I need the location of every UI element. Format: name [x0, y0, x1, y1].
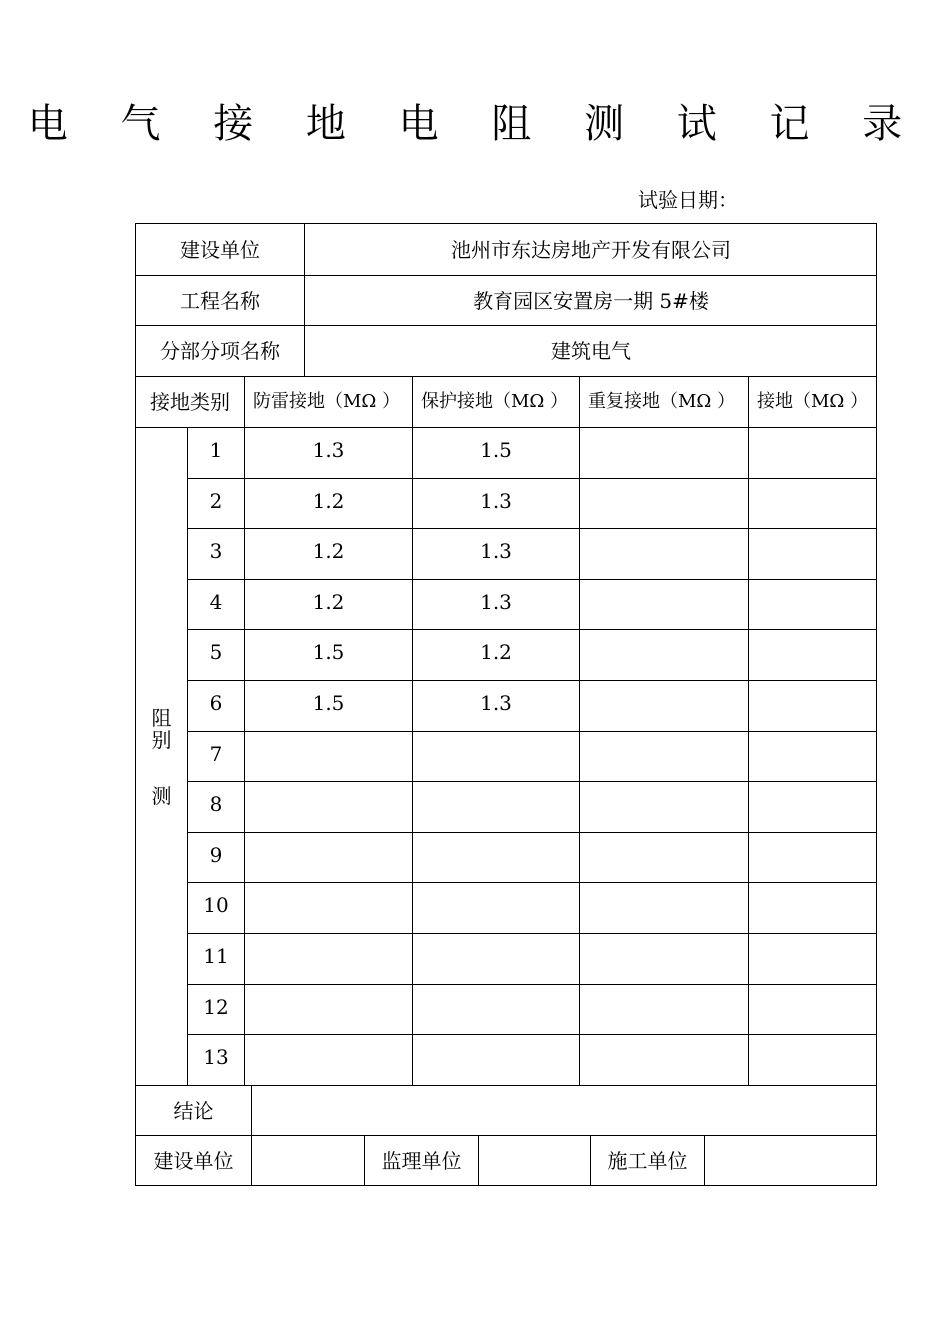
table-cell [412, 781, 579, 832]
side-label-char: 阻 [151, 705, 172, 730]
table-cell [412, 1034, 579, 1085]
table-cell: 1.3 [412, 579, 579, 630]
row-number: 6 [187, 680, 244, 731]
table-cell [244, 1034, 412, 1085]
table-cell [579, 882, 748, 933]
table-cell [412, 731, 579, 782]
table-cell [579, 984, 748, 1035]
table-cell [748, 427, 877, 478]
table-cell [244, 984, 412, 1035]
table-cell: 1.5 [244, 629, 412, 680]
resistance-record-table [135, 223, 877, 1186]
table-cell [579, 1034, 748, 1085]
table-cell: 1.5 [244, 680, 412, 731]
category-label: 接地类别 [136, 376, 244, 427]
table-cell [579, 731, 748, 782]
table-cell: 1.2 [244, 528, 412, 579]
construction-unit-value: 池州市东达房地产开发有限公司 [304, 224, 877, 275]
table-cell [579, 427, 748, 478]
row-number: 1 [187, 427, 244, 478]
page-title: 电 气 接 地 电 阻 测 试 记 录 [27, 101, 923, 147]
row-number: 4 [187, 579, 244, 630]
table-cell [748, 781, 877, 832]
table-cell [244, 781, 412, 832]
table-cell: 1.3 [412, 528, 579, 579]
side-label [136, 427, 187, 1085]
table-cell [748, 731, 877, 782]
table-cell [579, 579, 748, 630]
row-number: 13 [187, 1034, 244, 1085]
table-cell [748, 579, 877, 630]
table-cell [579, 832, 748, 883]
table-cell [748, 478, 877, 529]
table-cell [748, 528, 877, 579]
table-cell [748, 882, 877, 933]
table-cell [412, 882, 579, 933]
side-label-char: 别 [151, 727, 172, 752]
table-cell [748, 984, 877, 1035]
table-cell [579, 680, 748, 731]
row-number: 5 [187, 629, 244, 680]
project-name-value: 教育园区安置房一期 5#楼 [304, 275, 877, 325]
row-number: 7 [187, 731, 244, 782]
table-cell: 1.2 [244, 478, 412, 529]
subdivision-value: 建筑电气 [304, 325, 877, 376]
project-name-label: 工程名称 [136, 275, 304, 325]
conclusion-value [251, 1085, 877, 1135]
table-cell [579, 781, 748, 832]
row-number: 3 [187, 528, 244, 579]
table-cell: 1.2 [412, 629, 579, 680]
table-cell: 1.5 [412, 427, 579, 478]
row-number: 8 [187, 781, 244, 832]
table-cell [579, 933, 748, 984]
row-number: 2 [187, 478, 244, 529]
table-cell [579, 528, 748, 579]
table-cell: 1.3 [412, 680, 579, 731]
table-cell [244, 731, 412, 782]
side-label-char: 测 [151, 783, 172, 808]
table-cell [244, 832, 412, 883]
column-header-protective: 保护接地（MΩ ） [412, 376, 579, 427]
table-cell [748, 1034, 877, 1085]
row-number: 10 [187, 882, 244, 933]
signature-contractor-value [704, 1135, 877, 1186]
column-header-grounding: 接地（MΩ ） [748, 376, 877, 427]
table-cell [579, 478, 748, 529]
row-number: 12 [187, 984, 244, 1035]
construction-unit-label: 建设单位 [180, 237, 260, 262]
test-date-label: 试验日期： [638, 188, 738, 212]
table-cell [412, 832, 579, 883]
column-header-lightning: 防雷接地（MΩ ） [244, 376, 412, 427]
row-number: 9 [187, 832, 244, 883]
table-cell: 1.3 [412, 478, 579, 529]
row-number: 11 [187, 933, 244, 984]
table-cell [244, 882, 412, 933]
table-cell [244, 933, 412, 984]
table-cell [748, 832, 877, 883]
subdivision-label: 分部分项名称 [136, 325, 304, 376]
table-cell [412, 984, 579, 1035]
signature-supervision-value [478, 1135, 590, 1186]
table-cell [412, 933, 579, 984]
table-cell [748, 629, 877, 680]
signature-construction-label: 建设单位 [136, 1135, 251, 1186]
table-cell: 1.2 [244, 579, 412, 630]
signature-construction-value [251, 1135, 364, 1186]
column-header-repeated: 重复接地（MΩ ） [579, 376, 748, 427]
conclusion-label: 结论 [136, 1085, 251, 1135]
table-cell [579, 629, 748, 680]
table-cell: 1.3 [244, 427, 412, 478]
signature-contractor-label: 施工单位 [590, 1135, 704, 1186]
table-cell [748, 680, 877, 731]
signature-supervision-label: 监理单位 [364, 1135, 478, 1186]
table-cell [748, 933, 877, 984]
